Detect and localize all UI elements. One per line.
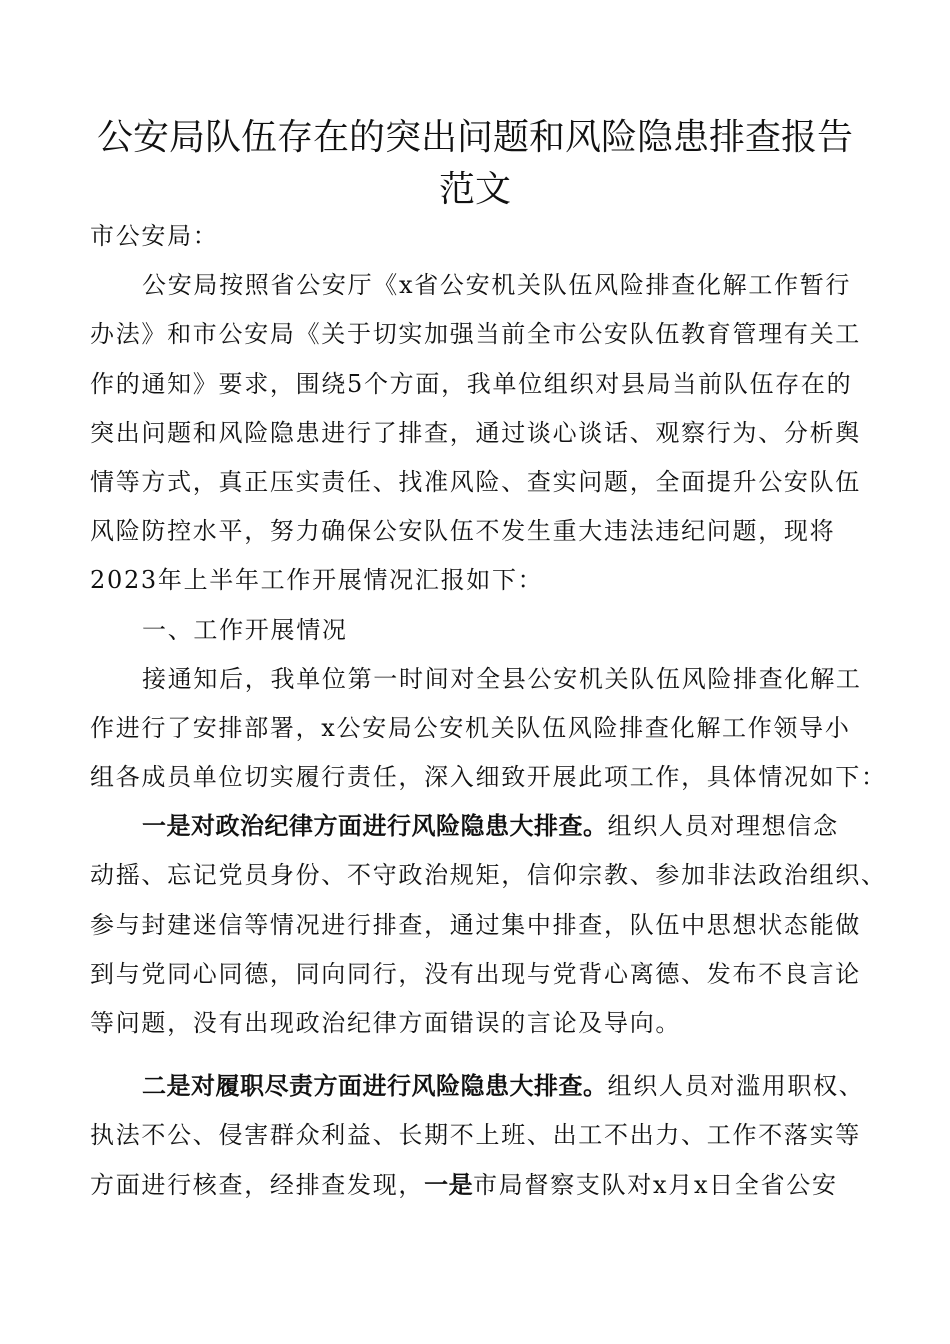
section-paragraph-line: 组各成员单位切实履行责任，深入细致开展此项工作，具体情况如下： [90, 763, 887, 792]
intro-line: 情等方式，真正压实责任、找准风险、查实问题，全面提升公安队伍 [90, 467, 861, 496]
item-2-line3-start: 方面进行核查，经排查发现， [90, 1170, 425, 1199]
intro-line: 2023年上半年工作开展情况汇报如下： [90, 566, 544, 595]
section-heading: 一、工作开展情况 [142, 615, 348, 644]
item-2-lead: 二是对履职尽责方面进行风险隐患大排查。 [142, 1072, 608, 1101]
item-1-lead: 一是对政治纪律方面进行风险隐患大排查。 [142, 812, 608, 841]
section-paragraph-line: 接通知后，我单位第一时间对全县公安机关队伍风险排查化解工 [142, 664, 862, 693]
item-2-text: 组织人员对滥用职权、 [607, 1072, 865, 1101]
intro-line: 风险防控水平，努力确保公安队伍不发生重大违法违纪问题，现将 [90, 517, 836, 546]
document-title [90, 112, 860, 216]
paragraph-gap [90, 1048, 865, 1062]
item-2-line [90, 1161, 865, 1210]
item-2-first-line [90, 1062, 865, 1111]
title-line-1: 公安局队伍存在的突出问题和风险隐患排查报告 [96, 117, 853, 158]
intro-line: 突出问题和风险隐患进行了排查，通过谈心谈话、观察行为、分析舆 [90, 418, 861, 447]
item-2-subpoint-lead: 一是 [424, 1170, 474, 1199]
salutation: 市公安局： [90, 222, 219, 250]
item-1-line: 动摇、忘记党员身份、不守政治规矩，信仰宗教、参加非法政治组织、 [90, 861, 887, 890]
document-body [90, 212, 887, 1210]
item-2-line: 执法不公、侵害群众利益、长期不上班、出工不出力、工作不落实等 [90, 1121, 861, 1150]
item-1-line: 到与党同心同德，同向同行，没有出现与党背心离德、发布不良言论 [90, 959, 861, 988]
item-1-line: 等问题，没有出现政治纪律方面错误的言论及导向。 [90, 1009, 682, 1037]
item-1-first-line [90, 802, 865, 851]
item-2-line3-end: 市局督察支队对x月x日全省公安 [473, 1170, 838, 1199]
intro-line: 办法》和市公安局《关于切实加强当前全市公安队伍教育管理有关工 [90, 320, 861, 349]
title-line-2: 范文 [438, 169, 511, 210]
item-1-text: 组织人员对理想信念 [607, 812, 839, 841]
item-1-line: 参与封建迷信等情况进行排查，通过集中排查，队伍中思想状态能做 [90, 910, 861, 939]
intro-line: 作的通知》要求，围绕5个方面，我单位组织对县局当前队伍存在的 [90, 369, 853, 398]
intro-line: 公安局按照省公安厅《x省公安机关队伍风险排查化解工作暂行 [142, 271, 852, 300]
section-paragraph-line: 作进行了安排部署，x公安局公安机关队伍风险排查化解工作领导小 [90, 713, 851, 742]
